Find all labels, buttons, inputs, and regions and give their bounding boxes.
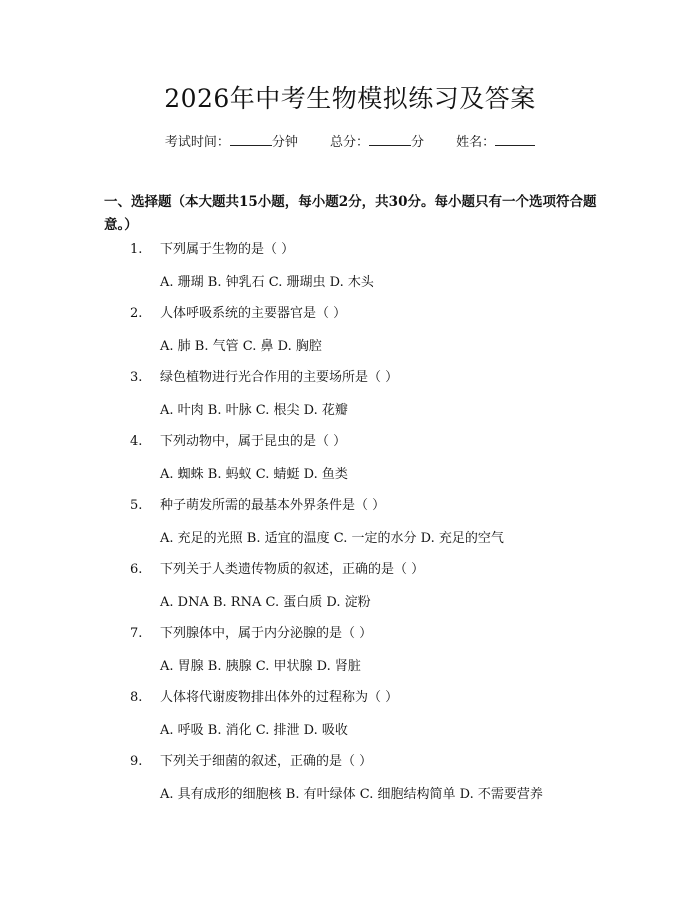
question-number: 4. <box>130 434 143 449</box>
question-stem: 下列关于细菌的叙述，正确的是（ ） <box>160 754 373 769</box>
question-stem: 绿色植物进行光合作用的主要场所是（ ） <box>160 370 399 385</box>
question-options: A. DNA B. RNA C. 蛋白质 D. 淀粉 <box>160 595 371 610</box>
question-stem: 人体将代谢废物排出体外的过程称为（ ） <box>160 690 399 705</box>
question-item <box>0 624 700 688</box>
exam-time-blank <box>230 131 272 146</box>
exam-time-label: 考试时间： <box>164 135 230 150</box>
question-options: A. 呼吸 B. 消化 C. 排泄 D. 吸收 <box>160 723 348 738</box>
question-item <box>0 432 700 496</box>
name-field <box>456 131 535 153</box>
question-stem: 种子萌发所需的最基本外界条件是（ ） <box>160 498 386 513</box>
exam-time-unit: 分钟 <box>271 135 298 150</box>
question-options: A. 珊瑚 B. 钟乳石 C. 珊瑚虫 D. 木头 <box>160 275 374 290</box>
question-stem: 下列腺体中，属于内分泌腺的是（ ） <box>160 626 373 641</box>
total-score-unit: 分 <box>411 135 425 150</box>
question-options: A. 充足的光照 B. 适宜的温度 C. 一定的水分 D. 充足的空气 <box>160 531 504 546</box>
question-item <box>0 560 700 624</box>
question-stem: 下列关于人类遗传物质的叙述，正确的是（ ） <box>160 562 425 577</box>
question-stem: 人体呼吸系统的主要器官是（ ） <box>160 306 347 321</box>
question-number: 7. <box>130 626 143 641</box>
question-stem: 下列动物中，属于昆虫的是（ ） <box>160 434 347 449</box>
question-number: 8. <box>130 690 143 705</box>
question-options: A. 具有成形的细胞核 B. 有叶绿体 C. 细胞结构简单 D. 不需要营养 <box>160 787 543 802</box>
question-number: 6. <box>130 562 143 577</box>
question-options: A. 叶肉 B. 叶脉 C. 根尖 D. 花瓣 <box>160 403 348 418</box>
question-number: 5. <box>130 498 143 513</box>
exam-info-line <box>0 131 700 153</box>
question-item <box>0 496 700 560</box>
name-label: 姓名： <box>456 135 496 150</box>
question-item <box>0 752 700 816</box>
total-score-field <box>330 131 424 153</box>
question-item <box>0 304 700 368</box>
name-blank <box>495 131 535 146</box>
question-item <box>0 368 700 432</box>
question-number: 3. <box>130 370 143 385</box>
question-list <box>0 240 700 816</box>
exam-time-field <box>165 131 298 153</box>
question-item <box>0 688 700 752</box>
section-heading: 一、选择题（本大题共15小题，每小题2分，共30分。每小题只有一个选项符合题意。） <box>104 194 597 233</box>
page-title: 2026年中考生物模拟练习及答案 <box>164 84 536 113</box>
question-options: A. 蜘蛛 B. 蚂蚁 C. 蜻蜓 D. 鱼类 <box>160 467 348 482</box>
question-options: A. 胃腺 B. 胰腺 C. 甲状腺 D. 肾脏 <box>160 659 361 674</box>
total-score-label: 总分： <box>329 135 369 150</box>
question-item <box>0 240 700 304</box>
question-number: 1. <box>130 242 143 257</box>
total-score-blank <box>369 131 411 146</box>
question-number: 9. <box>130 754 143 769</box>
question-number: 2. <box>130 306 143 321</box>
question-stem: 下列属于生物的是（ ） <box>160 242 295 257</box>
question-options: A. 肺 B. 气管 C. 鼻 D. 胸腔 <box>160 339 322 354</box>
